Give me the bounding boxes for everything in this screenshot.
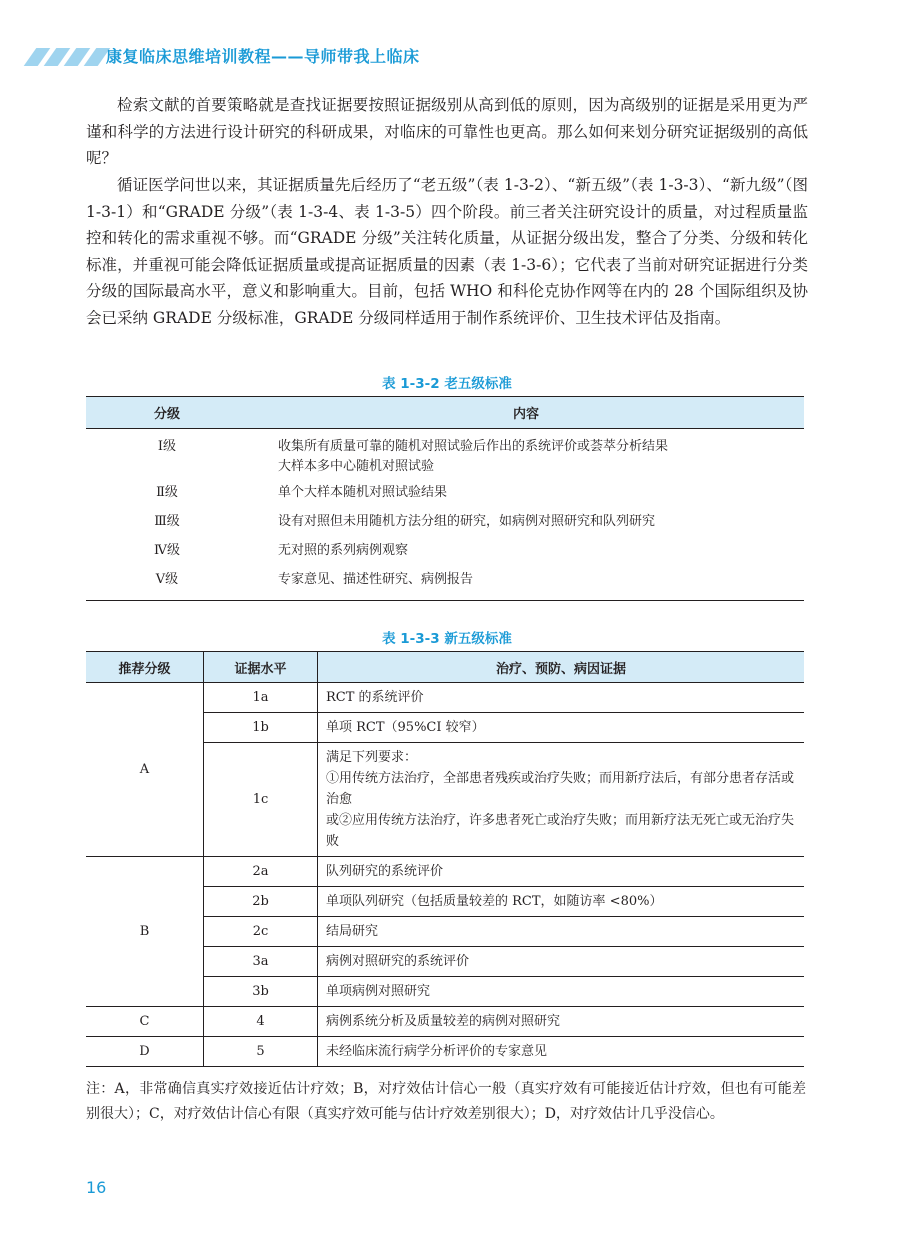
table-cell-grade: Ⅲ级 [154, 514, 180, 529]
table-2-caption: 表 1-3-3 新五级标准 [382, 631, 512, 647]
evidence-level-cell: 3a [204, 947, 318, 977]
evidence-level-cell: 1a [204, 683, 318, 713]
table-cell-content: 专家意见、描述性研究、病例报告 [278, 572, 474, 587]
evidence-text-cell: RCT 的系统评价 [318, 683, 805, 713]
page-header [0, 0, 900, 80]
table-cell-grade: Ⅱ级 [156, 485, 178, 500]
evidence-text-cell: 未经临床流行病学分析评价的专家意见 [318, 1037, 805, 1067]
table-cell-grade: Ⅳ级 [154, 543, 180, 558]
table-cell-grade: Ⅴ级 [155, 572, 179, 587]
content-line: 大样本多中心随机对照试验 [278, 459, 435, 474]
table-cell-content: 无对照的系列病例观察 [278, 543, 409, 558]
evidence-level-cell: 2c [204, 917, 318, 947]
body-paragraph-2: 循证医学问世以来，其证据质量先后经历了“老五级”（表 1-3-2）、“新五级”（表 1-3-3）、“新九级”（图 1-3-1）和“GRADE 分级”（表 1-3-4、表 1-3-5）四个阶段。前三者关注研究设计的质量，对过程质量监控和转化的需求重视不够。而“GRADE 分级”关注转化质量，从证据分级出发，整合了分类、分级和转化标准，并重视可能会降低证据质量或提高证据质量的因素（表 1-3-6）；它代表了当前对研究证据进行分类分级的国际最高水平，意义和影响重大。目前，包括 WHO 和科伦克协作网等在内的 28 个国际组织及协会已采纳 GRADE 分级标准，GRADE 分级同样适用于制作系统评价、卫生技术评估及指南。 [86, 176, 808, 327]
table-header-content: 内容 [248, 397, 804, 429]
table-cell-content: 设有对照但未用随机方法分组的研究，如病例对照研究和队列研究 [278, 514, 656, 529]
evidence-level-cell: 3b [204, 977, 318, 1007]
content-line: 收集所有质量可靠的随机对照试验后作出的系统评价或荟萃分析结果 [278, 439, 669, 454]
table-header-evidence-level: 证据水平 [204, 652, 318, 683]
evidence-level-cell: 5 [204, 1037, 318, 1067]
page-number: 16 [86, 1178, 107, 1197]
evidence-text-cell: 病例对照研究的系统评价 [318, 947, 805, 977]
evidence-level-cell: 1c [204, 743, 318, 857]
table-cell-grade: Ⅰ级 [157, 439, 177, 454]
table-header-recommendation: 推荐分级 [86, 652, 204, 683]
evidence-line: 或②应用传统方法治疗，许多患者死亡或治疗失败；而用新疗法无死亡或无治疗失败 [326, 813, 795, 849]
evidence-level-cell: 4 [204, 1007, 318, 1037]
table-1-caption: 表 1-3-2 老五级标准 [382, 376, 512, 392]
evidence-level-cell: 2b [204, 887, 318, 917]
evidence-level-cell: 2a [204, 857, 318, 887]
evidence-text-cell: 单项病例对照研究 [318, 977, 805, 1007]
recommendation-grade-cell: C [86, 1007, 204, 1037]
header-stripes-decoration [30, 48, 110, 66]
evidence-line: 满足下列要求： [326, 750, 418, 765]
recommendation-grade-cell: A [86, 683, 204, 857]
running-header-title: 康复临床思维培训教程——导师带我上临床 [106, 47, 420, 66]
old-five-level-table [86, 396, 804, 601]
table-cell-content [248, 429, 804, 479]
evidence-level-cell: 1b [204, 713, 318, 743]
new-five-level-table [86, 651, 804, 1067]
table-header-grade: 分级 [86, 397, 248, 429]
table-note: 注：A，非常确信真实疗效接近估计疗效；B，对疗效估计信心一般（真实疗效有可能接近估计疗效，但也有可能差别很大）；C，对疗效估计信心有限（真实疗效可能与估计疗效差别很大）；D，对疗效估计几乎没信心。 [86, 1081, 806, 1122]
evidence-text-cell: 病例系统分析及质量较差的病例对照研究 [318, 1007, 805, 1037]
recommendation-grade-cell: B [86, 857, 204, 1007]
table-cell-content: 单个大样本随机对照试验结果 [278, 485, 448, 500]
evidence-text-cell: 队列研究的系统评价 [318, 857, 805, 887]
evidence-text-cell [318, 743, 805, 857]
evidence-text-cell: 单项队列研究（包括质量较差的 RCT，如随访率 <80%） [318, 887, 805, 917]
evidence-text-cell: 单项 RCT（95%CI 较窄） [318, 713, 805, 743]
table-header-evidence: 治疗、预防、病因证据 [318, 652, 805, 683]
evidence-line: ①用传统方法治疗，全部患者残疾或治疗失败；而用新疗法后，有部分患者存活或治愈 [326, 771, 795, 807]
evidence-text-cell: 结局研究 [318, 917, 805, 947]
body-paragraph-1: 检索文献的首要策略就是查找证据要按照证据级别从高到低的原则，因为高级别的证据是采用更为严谨和科学的方法进行设计研究的科研成果，对临床的可靠性也更高。那么如何来划分研究证据级别的高低呢？ [86, 96, 808, 167]
recommendation-grade-cell: D [86, 1037, 204, 1067]
